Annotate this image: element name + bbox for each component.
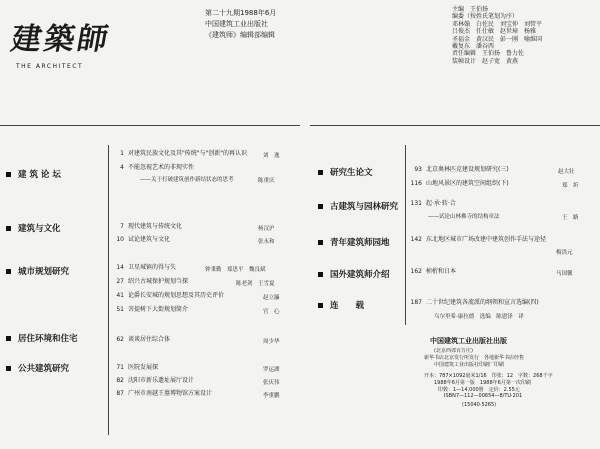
top-divider-right [310,125,600,126]
bullet-square-icon [6,172,11,177]
toc-author: 李重鹏 [263,393,280,399]
column-divider-left [108,145,109,435]
logo-subtitle: THE ARCHITECT [16,63,84,70]
section-architectural-forum: 建 筑 论 坛 [6,168,61,180]
toc-entry: 14 卫星城镇的得与失 [116,264,177,271]
top-divider-left [0,125,300,126]
toc-author: 郑 圻 [562,183,579,189]
editor-line: 《建筑师》编辑部编辑 [205,31,275,39]
section-young-architects: 青年建筑师园地 [318,236,390,248]
issue-line: 第二十九期1988年6月 [205,9,277,17]
editorial-credits [452,6,542,65]
toc-entry: 27 绍兴古城保护规划刍探 [116,278,189,285]
toc-author: 张庆伟 [263,380,280,386]
toc-entry: 71 医院发展探 [116,364,159,371]
bullet-square-icon [6,226,11,231]
bullet-square-icon [318,240,323,245]
section-graduate-thesis: 研究生论文 [318,166,373,178]
toc-author: 梅洪元 [556,250,573,256]
toc-entry: 93 北京奥林匹克建设规划研究(三) [414,166,509,173]
toc-entry: 131 起·承·转·合 [410,200,456,207]
toc-entry: 10 试论建筑与文化 [116,236,171,243]
toc-author: 马国馨 [556,271,573,277]
credit-line: 邓林翰 白佐民 刘宝仲 刘管平 [452,20,543,28]
toc-author: 刘 逸 [263,153,280,159]
publisher-line: 中国建筑工业出版社 [205,20,268,28]
toc-entry: 162 桢桁和日本 [410,268,457,275]
toc-entry: 142 东北地区城市广场改建中建筑创作手法与途径 [410,236,547,243]
bullet-square-icon [318,204,323,209]
toc-entry: 51 菩提树下大街规划简介 [116,306,189,313]
bullet-square-icon [318,272,323,277]
toc-author: 王 路 [562,215,579,221]
toc-subtitle: ——关于打破建筑创作新结状态的思考 [140,177,234,183]
toc-author: 赵立瀛 [263,295,280,301]
bullet-square-icon [6,336,11,341]
toc-author: 陈老剑 王雪夏 [236,281,275,287]
toc-author: 官 心 [263,309,280,315]
issue-info [205,8,276,41]
toc-subtitle: ——试论山林佛寺的结构章法 [428,214,500,220]
colophon-line: 新华书店北京发行所发行 各地新华书店经售 [424,355,525,361]
credit-line: 责任编辑 王伯扬 鲁力佐 [452,50,525,58]
toc-author: 赵大壮 [558,169,575,175]
credit-line: 圣福金 黄汉民 彭一刚 喻维国 [452,35,543,43]
toc-author: 杨汉沪 [258,226,275,232]
toc-entry: 7 现代建筑与传统文化 [120,223,183,230]
toc-entry: 116 山地风景区的建筑空间组织(下) [410,180,509,187]
section-foreign-architects: 国外建筑师介绍 [318,268,390,280]
toc-author: 罗运湖 [263,367,280,373]
section-urban-planning: 城市规划研究 [6,265,69,277]
toc-author: 陈重庆 [258,178,275,184]
credit-line: 装帧设计 赵子宽 黄燕 [452,57,519,65]
toc-entry: 62 谈谈居住综合体 [116,336,171,343]
bullet-square-icon [6,269,11,274]
toc-entry: 41 论爵长安城的规划思想及其历史评价 [116,292,225,299]
bullet-square-icon [318,303,323,308]
isbn-line: ISBN7—112—00654—8/TU·201 [444,393,523,399]
section-architecture-culture: 建筑与文化 [6,222,61,234]
colophon-line: 1988年6月第一版 1988年6月第一次印刷 [434,380,531,386]
colophon-line: 印数：1—14,000册 定价：2.55元 [438,387,520,393]
credit-line: 编委（按姓氏笔划为序） [452,13,519,21]
credit-line: 吕俊杰 任仕敏 赵世璋 杨雅 [452,28,537,36]
toc-author: 钟秉勤 郑思平 魏良斌 [205,267,266,273]
colophon-line: 开本：787×1092毫米1/16 印张：12 字数：268千字 [424,373,553,379]
column-divider-right [405,145,406,325]
section-ancient-architecture: 古建筑与园林研究 [318,200,398,212]
toc-author: 周少华 [263,339,280,345]
bullet-square-icon [6,366,11,371]
publisher-stamp: 中国建筑工业出版社出版 [430,337,507,345]
toc-subtitle: 乌尔里希·康拉德 选编 陈恩泽 译 [434,314,524,320]
toc-author: 张永和 [258,239,275,245]
toc-entry: 187 二十世纪建筑各流派的纲领和宣言选编(四) [410,299,539,306]
bullet-square-icon [318,170,323,175]
colophon-line: (北京西郊百万庄) [434,348,473,354]
credit-line: 主编 王伯扬 [452,6,489,13]
magazine-logo: 建築師 [8,22,114,57]
section-living-environment: 居住环境和住宅 [6,332,78,344]
catalog-number: (15040·5265) [462,402,497,408]
toc-entry: 87 广州市南越王墓博物馆方案设计 [116,390,213,397]
section-public-buildings: 公共建筑研究 [6,362,69,374]
colophon-line: 中国建筑工业出版社印刷厂印刷 [434,362,505,368]
toc-entry: 1 对建筑民族文化及其"传统"与"创新"的再认识 [120,150,248,157]
credit-line: 戴复东 潘谷西 [452,43,495,51]
toc-entry: 4 不能忽视艺术的非现实性 [120,164,195,171]
section-serial: 连 载 [318,299,364,311]
toc-entry: 82 沈阳市新乐遗址展厅设计 [116,377,195,384]
